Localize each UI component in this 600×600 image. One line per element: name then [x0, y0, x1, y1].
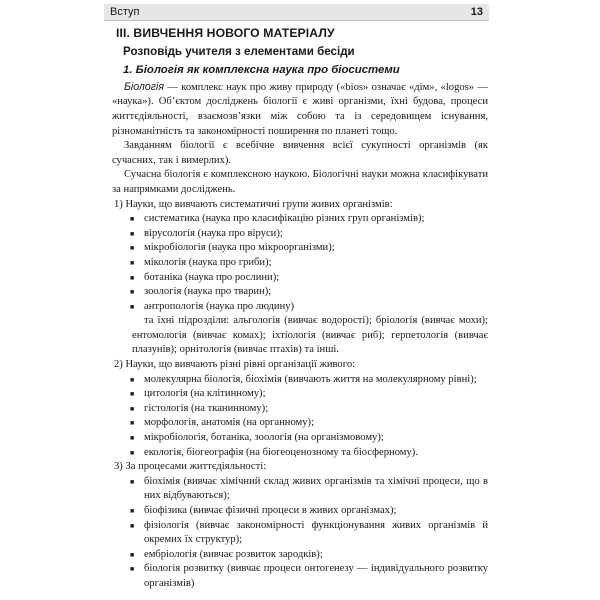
- group2-title: 2) Науки, що вивчають різні рівні організації живого:: [114, 359, 356, 371]
- list-item: ■ морфологія, анатомія (на органному);: [130, 416, 488, 431]
- list-item: ■ молекулярна біологія, біохімія (вивчають життя на молекулярному рівні);: [130, 373, 488, 388]
- running-header: [104, 4, 489, 21]
- page-number: 13: [470, 6, 483, 18]
- list-item: ■ біофізика (вивчає фізичні процеси в живих організмах);: [130, 504, 488, 519]
- list-item: ■ вірусологія (наука про віруси);: [130, 227, 488, 242]
- intro-term: Біологія: [124, 80, 165, 93]
- modern-paragraph: Сучасна біологія є комплексною наукою. Біологічні науки можна класифікувати за напрямками досліджень.: [112, 169, 488, 195]
- group3-list: [112, 475, 488, 592]
- list-item: ■ біологія розвитку (вивчає процеси онтогенезу — індивідуального розвитку організмів): [130, 562, 488, 591]
- group1-list: [112, 212, 488, 314]
- list-item: ■ екологія, біогеографія (на біогеоценозному та біосферному).: [130, 446, 488, 461]
- section-title: ІІІ. ВИВЧЕННЯ НОВОГО МАТЕРІАЛУ: [116, 26, 335, 40]
- task-paragraph: Завданням біології є всебічне вивчення всієї сукупності організмів (як сучасних, так і вимерлих).: [112, 140, 488, 166]
- list-item: ■ антропологія (наука про людину): [130, 300, 488, 315]
- list-item: ■ біохімія (вивчає хімічний склад живих організмів та хімічні процеси, що в них відбуваються);: [130, 475, 488, 504]
- group2-list: [112, 373, 488, 461]
- list-item: ■ гістологія (на тканинному);: [130, 402, 488, 417]
- list-item: ■ фізіологія (вивчає закономірності функціонування живих організмів й окремих їх структур);: [130, 519, 488, 548]
- list-item: ■ цитологія (на клітинному);: [130, 387, 488, 402]
- page-content: [112, 26, 488, 592]
- group1-title: 1) Науки, що вивчають систематичні групи живих організмів:: [114, 198, 393, 210]
- topic-heading: 1. Біологія як комплексна наука про біосистеми: [123, 64, 400, 77]
- intro-text: — комплекс наук про живу природу («bios» означає «дім», «logos» — «наука»). Об’єктом досліджень біології є живі організми, їхні будова, процеси життєдіяльності, взаємозв’язки між собою та із середовищем існування, різноманітність та закономірності поширення по планеті тощо.: [112, 81, 488, 137]
- list-item: ■ зоологія (наука про тварин);: [130, 285, 488, 300]
- list-item: ■ мікологія (наука про гриби);: [130, 256, 488, 271]
- intro-paragraph: [112, 80, 488, 139]
- list-item: ■ ботаніка (наука про рослини);: [130, 271, 488, 286]
- list-item: ■ ембріологія (вивчає розвиток зародків);: [130, 548, 488, 563]
- subtitle: Розповідь учителя з елементами бесіди: [123, 44, 355, 58]
- group3-title: 3) За процесами життєдіяльності:: [114, 461, 267, 473]
- group1-subsections: та їхні підрозділи: альгологія (вивчає водорості); бріологія (вивчає мохи); ентомологія (вивчає комах); іхтіологія (вивчає риб); герпетологія (вивчає плазунів); орнітологія (вивчає птахів) та інші.: [132, 315, 488, 356]
- book-page: [104, 4, 504, 600]
- header-section-label: Вступ: [110, 6, 140, 18]
- list-item: ■ мікробіологія (наука про мікроорганізми);: [130, 241, 488, 256]
- list-item: ■ мікробіологія, ботаніка, зоологія (на організмовому);: [130, 431, 488, 446]
- list-item: ■ систематика (наука про класифікацію різних груп організмів);: [130, 212, 488, 227]
